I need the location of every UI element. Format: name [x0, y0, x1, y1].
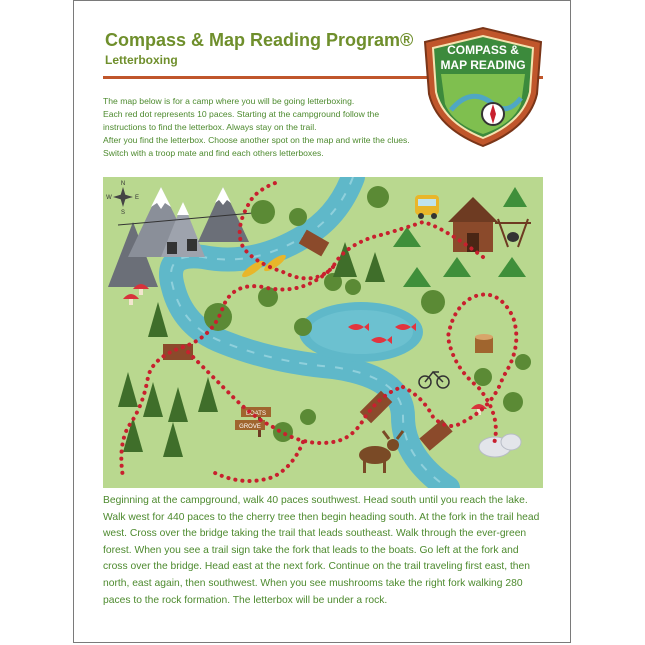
camp-map [103, 177, 543, 488]
tree-stump-icon [475, 334, 493, 353]
compass-e-label: E [134, 195, 140, 201]
intro-text [103, 95, 443, 160]
page-subtitle: Letterboxing [105, 53, 178, 67]
sign-boats-label: BOATS [246, 411, 266, 417]
compass-n-label: N [120, 181, 126, 187]
compass-s-label: S [120, 210, 126, 216]
badge-line-2: MAP READING [440, 58, 526, 72]
compass-w-label: W [106, 195, 112, 201]
page-title: Compass & Map Reading Program® [105, 30, 414, 50]
badge-line-1: COMPASS & [447, 43, 519, 57]
gondola-icon [167, 242, 177, 254]
intro-line: instructions to find the letterbox. Always stay on the trail. [103, 122, 317, 132]
clue-instructions: Beginning at the campground, walk 40 paces southwest. Head south until you reach the lake. Walk west for 440 paces to the cherry tree then begin heading south. At the fork in the trail head west. Cross over the bridge taking the trail that leads southeast. Walk through the ever-green forest. When you see a trail sign take the fork that leads to the boats. Go left at the fork and cross over the bridge. Head east at the next fork. Continue on the trail traveling first east, then north, east again, then southwest. When you see mushrooms take the right fork walking 280 paces to the rock formation. The letterbox will be under a rock. [103, 495, 540, 606]
sign-grove-label: GROVE [239, 424, 261, 430]
intro-line: After you find the letterbox. Choose another spot on the map and write the clues. [103, 135, 410, 145]
intro-line: The map below is for a camp where you will be going letterboxing. [103, 96, 355, 106]
gondola-icon [187, 239, 197, 251]
intro-line: Switch with a troop mate and find each others letterboxes. [103, 148, 324, 158]
intro-line: Each red dot represents 10 paces. Starting at the campground follow the [103, 109, 380, 119]
